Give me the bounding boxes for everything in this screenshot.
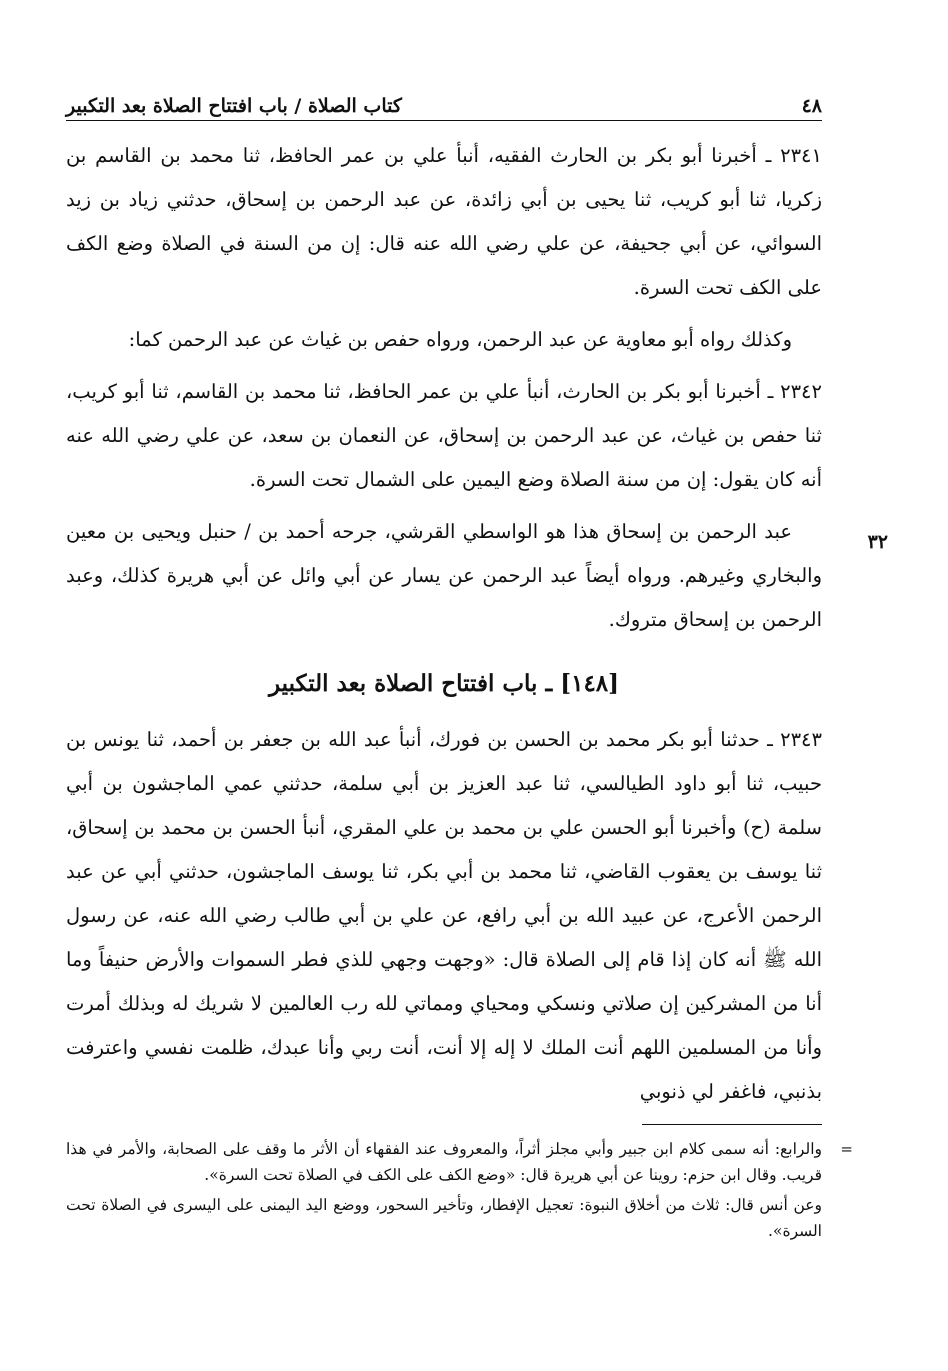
footnote-continuation-mark: =	[840, 1140, 853, 1158]
hadith-2343: ٢٣٤٣ ـ حدثنا أبو بكر محمد بن الحسن بن فورك، أنبأ عبد الله بن جعفر بن أحمد، ثنا يونس بن حبيب، ثنا أبو داود الطيالسي، ثنا عبد العزيز بن أبي سلمة، حدثني عمي الماجشون بن أبي سلمة (ح) وأخبرنا أبو الحسن علي بن محمد بن علي المقري، أنبأ الحسن بن محمد بن إسحاق، ثنا يوسف بن يعقوب القاضي، ثنا محمد بن أبي بكر، ثنا يوسف الماجشون، حدثني أبي عن عبد الرحمن الأعرج، عن عبيد الله بن أبي رافع، عن علي بن أبي طالب رضي الله عنه، عن رسول الله ﷺ أنه كان إذا قام إلى الصلاة قال: «وجهت وجهي للذي فطر السموات والأرض حنيفاً وما أنا من المشركين إن صلاتي ونسكي ومحياي ومماتي لله رب العالمين لا شريك له وبذلك أمرت وأنا من المسلمين اللهم أنت الملك لا إله إلا أنت، أنت ربي وأنا عبدك، ظلمت نفسي واعترفت بذنبي، فاغفر لي ذنوبي	[66, 728, 822, 1103]
footnote-item: والرابع: أنه سمى كلام ابن جبير وأبي مجلز أثراً، والمعروف عند الفقهاء أن الأثر ما وقف على الصحابة، والأمر في هذا قريب. وقال ابن حزم: روينا عن أبي هريرة قال: «وضع الكف على الكف في الصلاة تحت السرة».	[66, 1140, 822, 1184]
hadith-2342: ٢٣٤٢ ـ أخبرنا أبو بكر بن الحارث، أنبأ علي بن عمر الحافظ، ثنا محمد بن القاسم، ثنا أبو كريب، ثنا حفص بن غياث، عن عبد الرحمن بن إسحاق، عن النعمان بن سعد، عن علي رضي الله عنه أنه كان يقول: إن من سنة الصلاة وضع اليمين على الشمال تحت السرة.	[66, 380, 822, 491]
running-title: كتاب الصلاة / باب افتتاح الصلاة بعد التكبير	[66, 95, 402, 117]
page-header	[66, 86, 822, 121]
commentary-paragraph: عبد الرحمن بن إسحاق هذا هو الواسطي القرشي، جرحه أحمد بن / حنبل ويحيى بن معين والبخاري وغيرهم. ورواه أيضاً عبد الرحمن عن يسار عن أبي وائل عن أبي هريرة كذلك، وعبد الرحمن بن إسحاق متروك.	[66, 520, 822, 631]
hadith-2341: ٢٣٤١ ـ أخبرنا أبو بكر بن الحارث الفقيه، أنبأ علي بن عمر الحافظ، ثنا محمد بن القاسم بن زكريا، ثنا أبو كريب، ثنا يحيى بن أبي زائدة، عن عبد الرحمن بن إسحاق، حدثني زياد بن زيد السوائي، عن أبي جحيفة، عن علي رضي الله عنه قال: إن من السنة في الصلاة وضع الكف على الكف تحت السرة.	[66, 144, 822, 299]
page-number: ٤٨	[801, 95, 822, 117]
commentary-paragraph: وكذلك رواه أبو معاوية عن عبد الرحمن، ورواه حفص بن غياث عن عبد الرحمن كما:	[128, 328, 792, 351]
section-heading: [١٤٨] ـ باب افتتاح الصلاة بعد التكبير	[268, 670, 620, 697]
footnotes	[66, 1136, 822, 1244]
main-text	[66, 134, 822, 1114]
margin-manuscript-number: ٣٢	[867, 531, 888, 553]
footnote-separator	[642, 1124, 822, 1125]
footnote-item: وعن أنس قال: ثلاث من أخلاق النبوة: تعجيل الإفطار، وتأخير السحور، ووضع اليد اليمنى على اليسرى في الصلاة تحت السرة».	[66, 1196, 822, 1240]
